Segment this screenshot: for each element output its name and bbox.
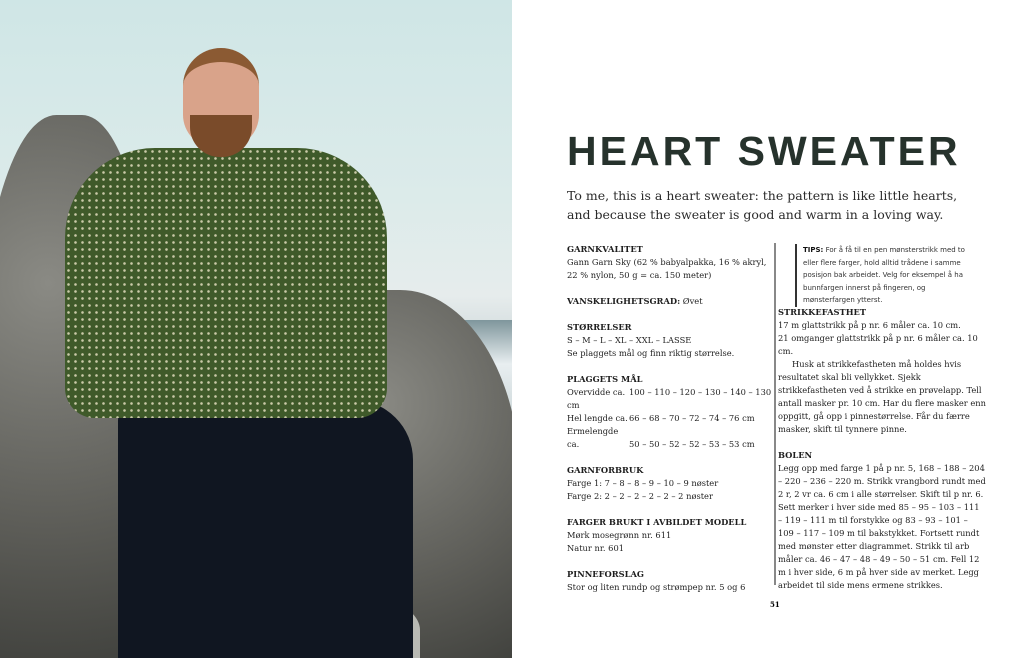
column-divider	[774, 243, 776, 585]
text-line: Natur nr. 601	[567, 543, 624, 553]
measure-row: Overvidde ca. 100 – 110 – 120 – 130 – 140 – 130 cm	[567, 387, 772, 410]
text-line: 22 % nylon, 50 g = ca. 150 meter)	[567, 270, 712, 280]
text-line: Farge 2: 2 – 2 – 2 – 2 – 2 – 2 nøster	[567, 491, 713, 501]
measure-row: Hel lengde ca.66 – 68 – 70 – 72 – 74 – 76 cm	[567, 413, 755, 423]
measure-row: Ermelengde ca. 50 – 50 – 52 – 52 – 53 – 53 cm	[567, 426, 755, 449]
difficulty-value: Øvet	[680, 296, 703, 306]
text-page	[512, 0, 1024, 658]
heading-plaggets-mal: PLAGGETS MÅL	[567, 374, 643, 384]
heading-strikkefasthet: STRIKKEFASTHET	[778, 307, 867, 317]
text-line: Se plaggets mål og finn riktig størrelse.	[567, 348, 735, 358]
heading-farger: FARGER BRUKT I AVBILDET MODELL	[567, 517, 747, 527]
heading-bolen: BOLEN	[778, 450, 813, 460]
page-title: HEART SWEATER	[567, 128, 961, 174]
right-column	[778, 306, 986, 605]
text-line: 21 omganger glattstrikk på p nr. 6 måler ca. 10 cm.	[778, 333, 978, 356]
text-line: S – M – L – XL – XXL – LASSE	[567, 335, 692, 345]
left-column	[567, 243, 772, 607]
text-line: Gann Garn Sky (62 % babyalpakka, 16 % akryl,	[567, 257, 767, 267]
intro-text: To me, this is a heart sweater: the pattern is like little hearts, and because the sweater is good and warm in a loving way.	[567, 188, 958, 222]
heading-vanskelighetsgrad: VANSKELIGHETSGRAD:	[567, 296, 681, 306]
text-line: 17 m glattstrikk på p nr. 6 måler ca. 10 cm.	[778, 320, 961, 330]
paragraph: Legg opp med farge 1 på p nr. 5, 168 – 188 – 204 – 220 – 236 – 220 m. Strikk vrangbord rundt med 2 r, 2 vr ca. 6 cm i alle størrelser. Skift til p nr. 6. Sett merker i hver side med 85 – 95 – 103 – 111 – 119 – 111 m til forstykke og 83 – 93 – 101 – 109 – 117 – 109 m til bakstykket. Fortsett rundt med mønster etter diagrammet. Strikk til arb måler ca. 46 – 47 – 48 – 49 – 50 – 51 cm. Fell 12 m i hver side, 6 m på hver side av merket. Legg arbeidet til side mens ermene strikkes.	[778, 463, 986, 590]
heading-pinneforslag: PINNEFORSLAG	[567, 569, 644, 579]
text-line: Stor og liten rundp og strømpep nr. 5 og 6	[567, 582, 746, 592]
page-number: 51	[770, 600, 780, 609]
tips-label: TIPS:	[803, 246, 824, 254]
paragraph: Husk at strikkefastheten må holdes hvis resultatet skal bli vellykket. Sjekk strikkefastheten ved å strikke en prøvelapp. Tell antall masker pr. 10 cm. Har du flere masker enn oppgitt, gå opp i pinnestørrelse. Får du færre masker, skift til tynnere pinne.	[778, 359, 986, 434]
text-line: Mørk mosegrønn nr. 611	[567, 530, 672, 540]
text-line: Farge 1: 7 – 8 – 8 – 9 – 10 – 9 nøster	[567, 478, 719, 488]
legs	[118, 400, 413, 658]
sweater	[65, 148, 387, 418]
heading-garnkvalitet: GARNKVALITET	[567, 244, 643, 254]
heading-storrelser: STØRRELSER	[567, 322, 632, 332]
tips-box	[795, 244, 970, 307]
heading-garnforbruk: GARNFORBRUK	[567, 465, 644, 475]
tips-text: For å få til en pen mønsterstrikk med to eller flere farger, hold alltid trådene i samme posisjon bak arbeidet. Velg for eksempel å ha bunnfargen innerst på fingeren, og mønsterfargen ytterst.	[803, 246, 965, 304]
